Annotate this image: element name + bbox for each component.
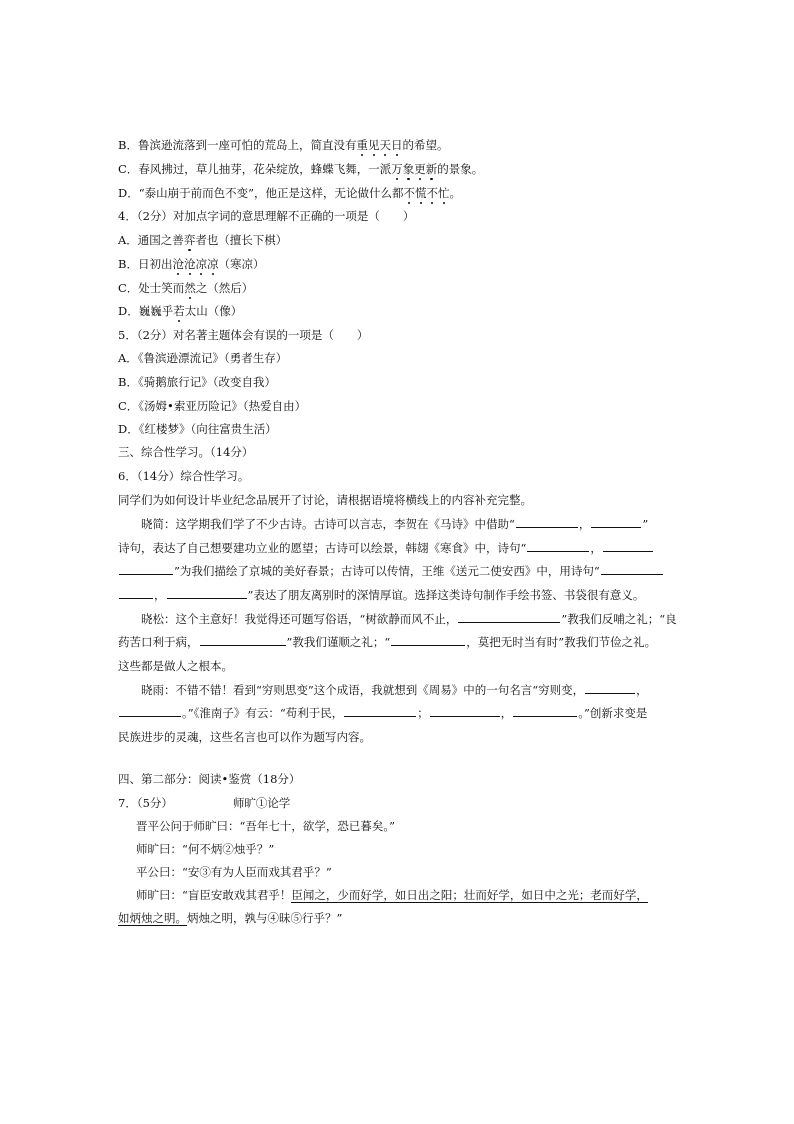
dotted-char: 然 xyxy=(184,281,196,295)
dotted-char: 凉 xyxy=(206,257,219,271)
text: A．通国之善 xyxy=(118,233,184,247)
text: 晓松：这个主意好！我觉得还可题写俗语，“树欲静而风不止， xyxy=(141,612,458,626)
dotted-phrase xyxy=(403,186,449,200)
dotted-char: 不 xyxy=(426,186,438,200)
text: B．日初出 xyxy=(118,257,173,271)
dotted-char: 更 xyxy=(414,162,426,176)
passage-line1: 晋平公问于师旷曰：“吾年七十，欲学，恐已暮矣。” xyxy=(136,819,396,833)
q3-option-b xyxy=(118,137,448,153)
dotted-char: 日 xyxy=(390,138,403,152)
passage-title: 师旷①论学 xyxy=(232,796,291,810)
answer-blank[interactable] xyxy=(119,705,181,717)
text: D．巍巍乎 xyxy=(118,304,174,318)
text: 。”创新求变是 xyxy=(578,706,648,720)
passage-line5 xyxy=(118,910,342,926)
q4-option-c xyxy=(118,280,253,296)
answer-blank[interactable] xyxy=(458,611,560,623)
paragraph-xiaosong-line1 xyxy=(141,611,677,627)
text: ，莫把无时当有时”教我们节俭之礼。 xyxy=(466,635,657,649)
text: 者也（擅长下棋） xyxy=(195,233,288,247)
text: 晓雨：不错不错！看到“穷则思变”这个成语，我就想到《周易》中的一句名言“穷则变， xyxy=(141,683,585,697)
dotted-phrase xyxy=(184,233,196,247)
answer-blank[interactable] xyxy=(119,563,173,575)
text: 之（然后） xyxy=(195,281,254,295)
text: ； xyxy=(417,706,429,720)
q4-option-d xyxy=(118,303,242,319)
answer-blank[interactable] xyxy=(516,516,578,528)
answer-blank[interactable] xyxy=(591,516,641,528)
dotted-char: 弈 xyxy=(183,233,196,247)
text: ” xyxy=(642,517,649,531)
q4-stem: 4．（2分）对加点字词的意思理解不正确的一项是（ ） xyxy=(118,209,415,223)
text: C．春风拂过，草儿抽芽，花朵绽放，蜂蝶飞舞，一派 xyxy=(118,162,392,176)
paragraph-xiaojian-line4 xyxy=(118,587,644,603)
text: 炳烛之明，孰与④昧⑤行乎？” xyxy=(187,911,343,925)
dotted-char: 重 xyxy=(356,138,368,152)
dotted-phrase xyxy=(184,281,196,295)
paragraph-xiaojian-line1 xyxy=(141,516,648,532)
paragraph-xiaoyu-line1 xyxy=(141,682,648,698)
text: 。”《淮南子》有云：“苟利于民， xyxy=(182,706,344,720)
dotted-char: 沧 xyxy=(183,257,196,271)
dotted-char: 不 xyxy=(403,186,415,200)
passage-line4 xyxy=(136,887,648,903)
answer-blank[interactable] xyxy=(601,563,663,575)
q7-header xyxy=(118,795,290,811)
answer-blank[interactable] xyxy=(200,634,286,646)
q4-option-a xyxy=(118,232,287,248)
text: ， xyxy=(578,517,591,531)
text: 诗句，表达了自己想要建功立业的愿望；古诗可以绘景，韩翃《寒食》中，诗句“ xyxy=(118,541,527,555)
paragraph-xiaoyu-line2 xyxy=(118,705,647,721)
q5-option-a: A．《鲁滨逊漂流记》（勇者生存） xyxy=(118,351,288,365)
text: ， xyxy=(636,683,648,697)
dotted-char: 若 xyxy=(173,304,185,318)
q6-stem: 6．（14分）综合性学习。 xyxy=(118,469,250,483)
answer-blank[interactable] xyxy=(527,540,589,552)
dotted-phrase xyxy=(391,162,437,176)
text: ”为我们描绘了京城的美好春景；古诗可以传情，王维《送元二使安西》中，用诗句“ xyxy=(174,564,600,578)
text: 太山（像） xyxy=(184,304,243,318)
dotted-char: 象 xyxy=(402,162,415,176)
dotted-char: 新 xyxy=(425,162,438,176)
paragraph-xiaoyu-line3: 民族进步的灵魂，这些名言也可以作为题写内容。 xyxy=(118,730,371,744)
text: ”表达了朋友离别时的深情厚谊。选择这类诗句制作手绘书签、书袋很有意义。 xyxy=(247,588,645,602)
dotted-char: 凉 xyxy=(195,257,207,271)
paragraph-xiaosong-line3: 这些都是做人之根本。 xyxy=(118,659,233,673)
underlined-text: 臣闻之，少而好学，如日出之阳；壮而好学，如日中之光；老而好学， xyxy=(291,888,648,902)
answer-blank[interactable] xyxy=(603,540,653,552)
q6-intro: 同学们为如何设计毕业纪念品展开了讨论，请根据语境将横线上的内容补充完整。 xyxy=(118,493,532,507)
text: 的希望。 xyxy=(402,138,449,152)
answer-blank[interactable] xyxy=(119,587,153,599)
q7-label: 7．（5分） xyxy=(118,796,173,810)
text: 药苦口利于病， xyxy=(118,635,199,649)
dotted-char: 忙 xyxy=(437,186,450,200)
q3-option-c xyxy=(118,161,483,177)
q5-stem: 5．（2分）对名著主题体会有误的一项是（ ） xyxy=(118,328,369,342)
text: ”教我们谨顺之礼；“ xyxy=(286,635,391,649)
q3-option-d xyxy=(118,185,461,201)
text: 师旷曰：“盲臣安敢戏其君乎！ xyxy=(136,888,292,902)
text: ， xyxy=(500,706,513,720)
text: ”教我们反哺之礼；“良 xyxy=(561,612,677,626)
dotted-phrase xyxy=(173,304,185,318)
text: ， xyxy=(154,588,166,602)
section4-heading: 四、第二部分：阅读•鉴赏（18分） xyxy=(118,772,301,786)
answer-blank[interactable] xyxy=(344,705,416,717)
dotted-char: 见 xyxy=(367,138,380,152)
answer-blank[interactable] xyxy=(391,634,465,646)
answer-blank[interactable] xyxy=(167,587,247,599)
q5-option-b: B．《骑鹅旅行记》（改变自我） xyxy=(118,375,276,389)
paragraph-xiaosong-line2 xyxy=(118,634,656,650)
dotted-char: 天 xyxy=(379,138,391,152)
text: C．处士笑而 xyxy=(118,281,185,295)
dotted-char: 万 xyxy=(391,162,403,176)
underlined-text: 如炳烛之明。 xyxy=(118,911,187,925)
q4-option-b xyxy=(118,256,264,272)
q5-option-d: D．《红楼梦》（向往富贵生活） xyxy=(118,422,277,436)
text: （寒凉） xyxy=(218,257,265,271)
dotted-phrase xyxy=(356,138,402,152)
passage-line3: 平公曰：“安③有为人臣而戏其君乎？” xyxy=(136,865,332,879)
text: 晓简：这学期我们学了不少古诗。古诗可以言志，李贺在《马诗》中借助“ xyxy=(141,517,515,531)
paragraph-xiaojian-line2 xyxy=(118,540,654,556)
passage-line2: 师旷曰：“何不炳②烛乎？” xyxy=(136,842,275,856)
dotted-char: 慌 xyxy=(414,186,427,200)
answer-blank[interactable] xyxy=(513,705,577,717)
paragraph-xiaojian-line3 xyxy=(118,563,664,579)
section3-heading: 三、综合性学习。（14分） xyxy=(118,445,254,459)
q5-option-c: C．《汤姆•索亚历险记》（热爱自由） xyxy=(118,399,307,413)
text: ， xyxy=(590,541,602,555)
text: 。 xyxy=(449,186,461,200)
dotted-phrase xyxy=(172,257,218,271)
text: B．鲁滨逊流落到一座可怕的荒岛上，简直没有 xyxy=(118,138,357,152)
text: 的景象。 xyxy=(437,162,484,176)
text: D．“泰山崩于前而色不变”，他正是这样，无论做什么都 xyxy=(118,186,404,200)
answer-blank[interactable] xyxy=(430,705,500,717)
answer-blank[interactable] xyxy=(585,682,635,694)
dotted-char: 沧 xyxy=(172,257,184,271)
